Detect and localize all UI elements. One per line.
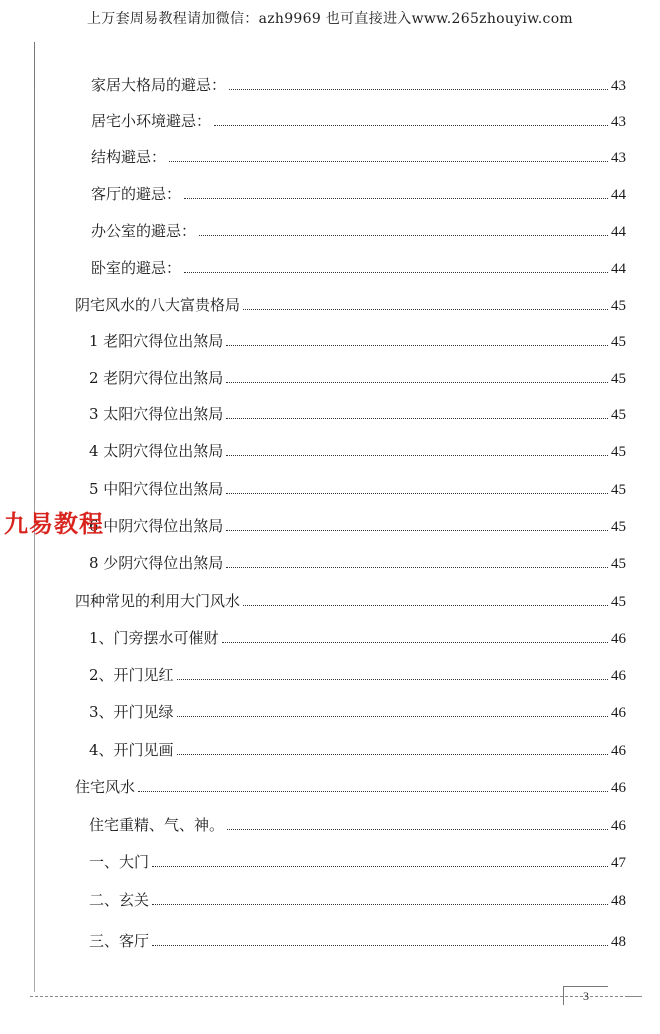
dot-leader [226, 345, 608, 346]
toc-entry [89, 851, 626, 873]
footer-rule [30, 996, 628, 997]
toc-entry-page: 46 [611, 668, 626, 684]
toc-entry-page: 47 [611, 855, 626, 871]
dot-leader [214, 125, 608, 126]
dot-leader [177, 679, 608, 680]
toc-entry [89, 627, 626, 649]
toc-entry [89, 367, 626, 389]
toc-entry [89, 478, 626, 500]
toc-section-page: 45 [611, 298, 626, 314]
dot-leader [243, 605, 608, 606]
dot-leader [184, 198, 608, 199]
toc-entry-page: 48 [611, 893, 626, 909]
toc-entry-page: 43 [611, 114, 626, 130]
toc-entry-title: 4 太阴穴得位出煞局 [89, 442, 224, 460]
toc-entry-title: 三、客厅 [89, 932, 150, 950]
toc-entry-title: 结构避忌： [91, 148, 167, 166]
page-number: 3 [563, 986, 608, 1005]
dot-leader [177, 716, 608, 717]
dot-leader [226, 418, 608, 419]
toc-section [75, 776, 626, 798]
toc-entry [91, 110, 626, 132]
toc-entry-page: 44 [611, 187, 626, 203]
dot-leader [152, 945, 608, 946]
toc-entry [89, 889, 626, 911]
toc-entry-title: 1 老阳穴得位出煞局 [89, 332, 224, 350]
toc-entry [89, 515, 626, 537]
toc-entry-page: 46 [611, 743, 626, 759]
toc-entry-page: 45 [611, 482, 626, 498]
toc-entry-title: 3、开门见绿 [89, 703, 174, 721]
toc-entry-title: 住宅重精、气、神。 [89, 816, 225, 834]
toc-entry-title: 卧室的避忌： [91, 259, 182, 277]
toc-entry [91, 257, 626, 279]
toc-entry-page: 46 [611, 705, 626, 721]
toc-entry [89, 739, 626, 761]
toc-entry-page: 46 [611, 818, 626, 834]
toc-entry [89, 552, 626, 574]
toc-entry-title: 家居大格局的避忌： [91, 76, 227, 94]
dot-leader [152, 866, 608, 867]
toc-entry-page: 46 [611, 631, 626, 647]
toc-entry-title: 2、开门见红 [89, 666, 174, 684]
toc-entry-page: 43 [611, 78, 626, 94]
toc-entry-page: 45 [611, 407, 626, 423]
toc-section-title: 阴宅风水的八大富贵格局 [75, 296, 241, 314]
toc-entry [91, 220, 626, 242]
toc-entry-title: 一、大门 [89, 853, 150, 871]
toc-section-title: 住宅风水 [75, 778, 136, 796]
toc-section [75, 294, 626, 316]
toc-entry [91, 183, 626, 205]
toc-entry [91, 74, 626, 96]
toc-entry-title: 3 太阳穴得位出煞局 [89, 405, 224, 423]
toc-entry [89, 701, 626, 723]
toc-entry-title: 二、玄关 [89, 891, 150, 909]
toc-entry-page: 45 [611, 556, 626, 572]
toc-entry-title: 居宅小环境避忌： [91, 112, 212, 130]
dot-leader [169, 161, 608, 162]
dot-leader [177, 754, 608, 755]
dot-leader [229, 89, 608, 90]
toc-entry-title: 5 中阳穴得位出煞局 [89, 480, 224, 498]
page-header-text: 上万套周易教程请加微信：azh9969 也可直接进入www.265zhouyiw.com [86, 11, 574, 27]
dot-leader [222, 642, 608, 643]
toc-entry [89, 403, 626, 425]
dot-leader [184, 272, 608, 273]
toc-entry [91, 146, 626, 168]
watermark-logo: 九易教程 [4, 510, 104, 538]
toc-section-page: 45 [611, 594, 626, 610]
toc-entry [89, 664, 626, 686]
toc-entry-page: 44 [611, 224, 626, 240]
toc-entry-page: 43 [611, 150, 626, 166]
toc-entry-title: 办公室的避忌： [91, 222, 197, 240]
dot-leader [226, 382, 608, 383]
toc-entry-title: 4、开门见画 [89, 741, 174, 759]
toc-entry-title: 1、门旁摆水可催财 [89, 629, 219, 647]
toc-entry [89, 814, 626, 836]
toc-entry-page: 45 [611, 444, 626, 460]
toc-entry-title: 6 中阴穴得位出煞局 [89, 517, 224, 535]
toc-entry-page: 48 [611, 934, 626, 950]
toc-section-title: 四种常见的利用大门风水 [75, 592, 241, 610]
toc-entry [89, 440, 626, 462]
toc-entry-page: 45 [611, 519, 626, 535]
footer-corner-mark [628, 996, 642, 997]
toc-entry-title: 2 老阴穴得位出煞局 [89, 369, 224, 387]
toc-entry-page: 44 [611, 261, 626, 277]
dot-leader [227, 829, 608, 830]
toc-entry-page: 45 [611, 334, 626, 350]
toc-entry [89, 930, 626, 952]
toc-entry [89, 330, 626, 352]
dot-leader [138, 791, 608, 792]
toc-section [75, 590, 626, 612]
dot-leader [226, 567, 608, 568]
toc-section-page: 46 [611, 780, 626, 796]
dot-leader [243, 309, 608, 310]
dot-leader [226, 493, 608, 494]
dot-leader [226, 530, 608, 531]
dot-leader [199, 235, 608, 236]
toc-entry-title: 8 少阴穴得位出煞局 [89, 554, 224, 572]
dot-leader [226, 455, 608, 456]
dot-leader [152, 904, 608, 905]
toc-entry-title: 客厅的避忌： [91, 185, 182, 203]
toc-entry-page: 45 [611, 371, 626, 387]
